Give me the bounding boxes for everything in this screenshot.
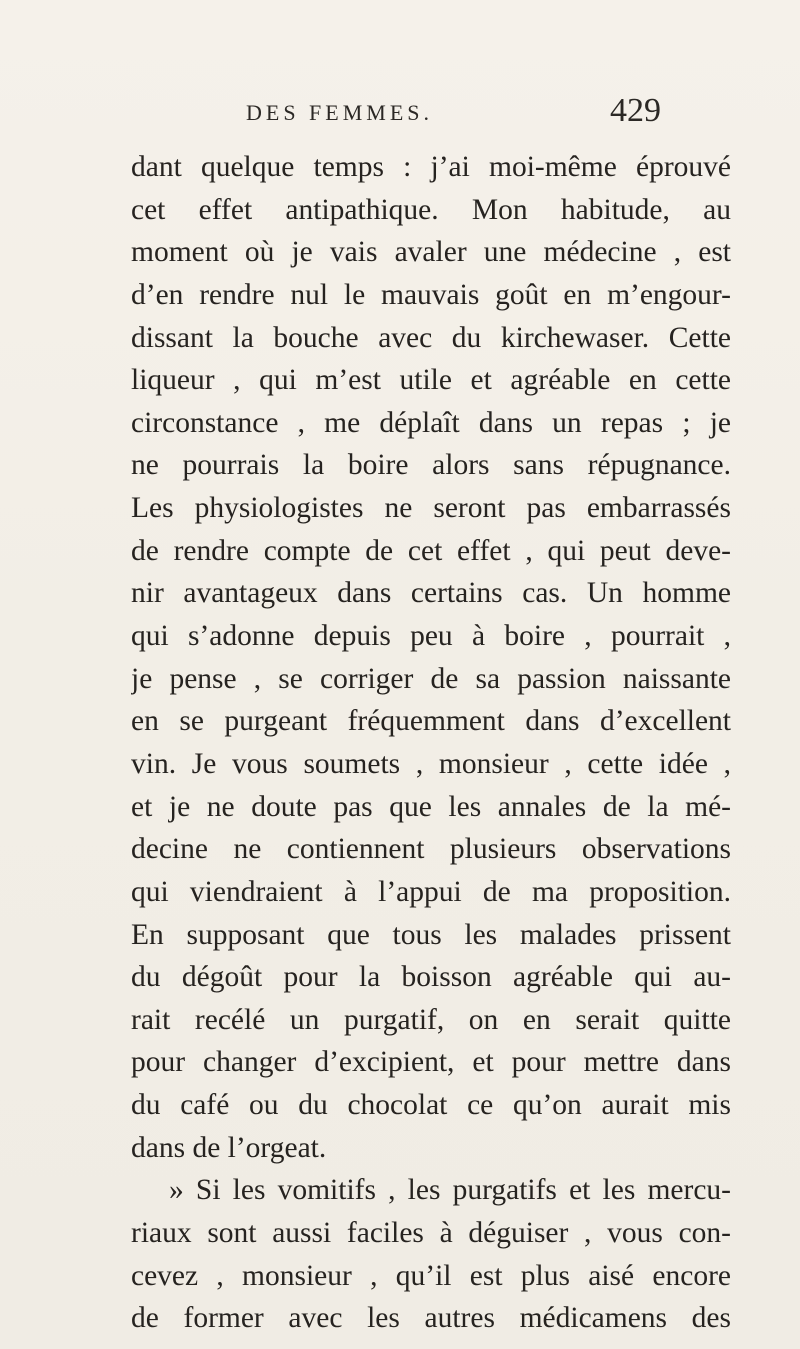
text-line: moment où je vais avaler une médecine , est [131,236,731,269]
text-line: de former avec les autres médicamens des [131,1302,731,1335]
page-number: 429 [610,92,661,129]
body-text [131,146,731,1340]
text-line: pour changer d’excipient, et pour mettre dans [131,1046,731,1079]
text-line-paragraph-end: dans de l’orgeat. [131,1131,327,1164]
text-line: qui s’adonne depuis peu à boire , pourrait , [131,620,731,653]
text-line: et je ne doute pas que les annales de la mé- [131,790,731,823]
text-line: Les physiologistes ne seront pas embarrassés [131,492,731,525]
text-line: ne pourrais la boire alors sans répugnance. [131,449,731,482]
text-line: dant quelque temps : j’ai moi-même éprouvé [131,151,731,183]
text-line: d’en rendre nul le mauvais goût en m’engour- [131,278,731,311]
running-head [0,92,800,136]
text-line: cevez , monsieur , qu’il est plus aisé encore [131,1259,731,1292]
running-title: DES FEMMES. [246,100,434,125]
text-line: decine ne contiennent plusieurs observations [131,833,731,866]
text-line: circonstance , me déplaît dans un repas ; je [131,406,731,439]
text-line: du café ou du chocolat ce qu’on aurait mis [131,1089,731,1122]
text-line: rait recélé un purgatif, on en serait quitte [131,1003,731,1036]
text-line: cet effet antipathique. Mon habitude, au [131,193,731,226]
text-line: liqueur , qui m’est utile et agréable en cette [131,364,731,397]
text-line: vin. Je vous soumets , monsieur , cette idée , [131,747,731,780]
text-line: en se purgeant fréquemment dans d’excellent [131,705,731,738]
text-line-paragraph-start: » Si les vomitifs , les purgatifs et les mercu- [169,1174,731,1207]
text-line: nir avantageux dans certains cas. Un homme [131,577,731,610]
text-line: En supposant que tous les malades prissent [131,918,731,951]
text-line: riaux sont aussi faciles à déguiser , vous con- [131,1217,731,1250]
text-line: de rendre compte de cet effet , qui peut deve- [131,534,731,567]
text-line: dissant la bouche avec du kirchewaser. Cette [131,321,731,354]
text-line: du dégoût pour la boisson agréable qui au- [131,961,731,994]
text-line: qui viendraient à l’appui de ma proposition. [131,875,731,908]
text-line: je pense , se corriger de sa passion naissante [131,662,731,695]
